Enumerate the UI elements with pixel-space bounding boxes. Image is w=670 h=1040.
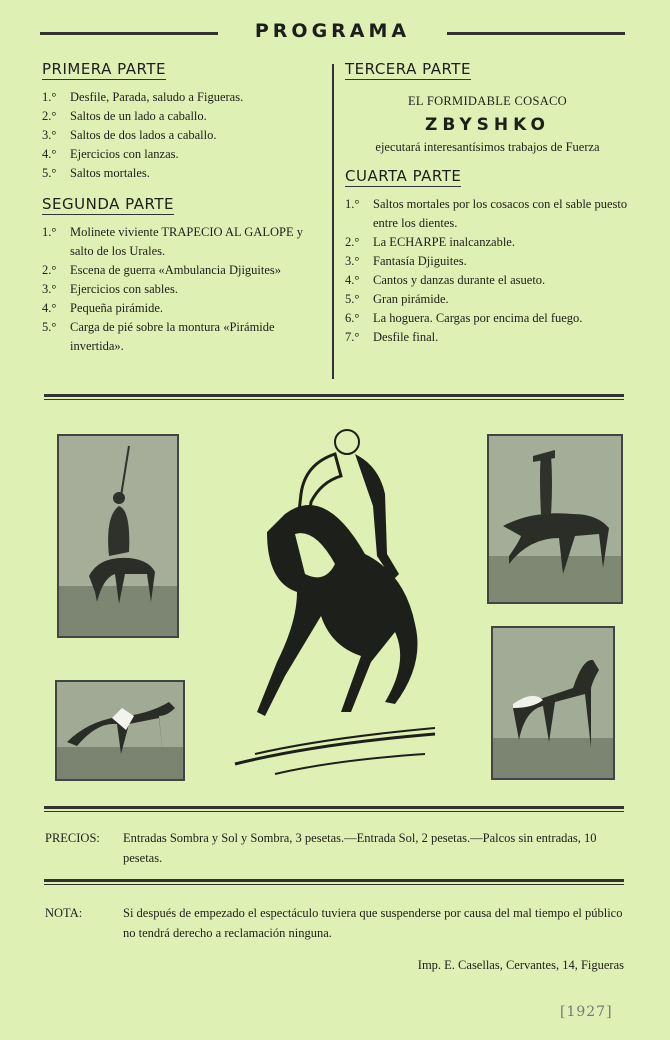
item-text: Escena de guerra «Ambulancia Djiguites» — [70, 263, 282, 277]
list-item — [42, 223, 327, 261]
list-item — [345, 290, 630, 309]
item-text: Ejercicios con sables. — [70, 282, 178, 296]
item-number: 5.° — [345, 292, 360, 306]
segunda-list — [42, 223, 327, 356]
item-number: 2.° — [345, 235, 360, 249]
archive-date-mark: [1927] — [560, 1004, 613, 1020]
header-rule-right — [447, 32, 625, 35]
section-heading-primera: PRIMERA PARTE — [42, 60, 166, 78]
section-heading-tercera: TERCERA PARTE — [345, 60, 471, 78]
item-text: Saltos de dos lados a caballo. — [70, 128, 217, 142]
list-item — [42, 145, 327, 164]
nota-text: Si después de empezado el espectáculo tuviera que suspenderse por causa del mal tiempo el público no tendrá derecho a reclamación ninguna. — [123, 906, 623, 940]
section-heading-segunda: SEGUNDA PARTE — [42, 195, 174, 213]
list-item — [42, 318, 327, 356]
item-text: La ECHARPE inalcanzable. — [373, 235, 515, 249]
item-number: 1.° — [42, 90, 57, 104]
list-item — [42, 299, 327, 318]
item-number: 4.° — [42, 147, 57, 161]
item-text: Carga de pié sobre la montura «Pirámide invertida». — [70, 320, 275, 353]
item-number: 5.° — [42, 320, 57, 334]
photo-rider-headstand — [487, 434, 623, 604]
page-title: PROGRAMA — [254, 20, 411, 42]
precios-text: Entradas Sombra y Sol y Sombra, 3 pesetas.—Entrada Sol, 2 pesetas.—Palcos sin entradas, 10 pesetas. — [123, 831, 597, 865]
item-text: Saltos mortales por los cosacos con el sable puesto entre los dientes. — [373, 197, 628, 230]
item-number: 2.° — [42, 263, 57, 277]
performer-name: ZBYSHKO — [425, 115, 550, 135]
item-text: Desfile final. — [373, 330, 439, 344]
item-text: Fantasía Djiguites. — [373, 254, 467, 268]
primera-list — [42, 88, 327, 183]
list-item — [345, 309, 630, 328]
list-item — [42, 88, 327, 107]
item-text: Gran pirámide. — [373, 292, 449, 306]
item-text: Desfile, Parada, saludo a Figueras. — [70, 90, 244, 104]
item-text: Saltos de un lado a caballo. — [70, 109, 207, 123]
item-number: 4.° — [345, 273, 360, 287]
list-item — [42, 107, 327, 126]
printer-imprint: Imp. E. Casellas, Cervantes, 14, Figueras — [417, 958, 624, 972]
item-number: 6.° — [345, 311, 360, 325]
precios-label: PRECIOS: — [45, 831, 100, 845]
item-number: 5.° — [42, 166, 57, 180]
left-column — [42, 60, 327, 356]
photo-rider-with-lance — [57, 434, 179, 638]
list-item — [345, 252, 630, 271]
item-number: 3.° — [42, 128, 57, 142]
list-item — [345, 233, 630, 252]
item-number: 1.° — [345, 197, 360, 211]
item-number: 1.° — [42, 225, 57, 239]
list-item — [345, 328, 630, 347]
item-number: 7.° — [345, 330, 360, 344]
list-item — [42, 261, 327, 280]
nota-block — [45, 903, 625, 943]
nota-label: NOTA: — [45, 906, 83, 920]
item-text: Saltos mortales. — [70, 166, 150, 180]
photo-rider-hanging — [55, 680, 185, 781]
tercera-line1: EL FORMIDABLE COSACO — [407, 94, 568, 108]
item-text: Cantos y danzas durante el asueto. — [373, 273, 546, 287]
section-heading-cuarta: CUARTA PARTE — [345, 167, 462, 185]
column-divider — [332, 64, 334, 379]
list-item — [345, 271, 630, 290]
item-text: La hoguera. Cargas por encima del fuego. — [373, 311, 583, 325]
divider-rule — [44, 394, 624, 397]
divider-rule — [44, 879, 624, 882]
list-item — [345, 195, 630, 233]
item-text: Molinete viviente TRAPECIO AL GALOPE y salto de los Urales. — [70, 225, 303, 258]
divider-rule — [44, 806, 624, 809]
tercera-line3: ejecutará interesantísimos trabajos de Fuerza — [375, 140, 600, 154]
tercera-content — [345, 94, 630, 155]
item-number: 2.° — [42, 109, 57, 123]
right-column — [345, 60, 630, 347]
item-number: 3.° — [42, 282, 57, 296]
list-item — [42, 280, 327, 299]
list-item — [42, 126, 327, 145]
center-illustration-horse-rider — [225, 424, 440, 784]
item-number: 4.° — [42, 301, 57, 315]
item-text: Pequeña pirámide. — [70, 301, 164, 315]
header — [40, 20, 625, 46]
item-text: Ejercicios con lanzas. — [70, 147, 179, 161]
photo-rider-leaning — [491, 626, 615, 780]
precios-block — [45, 828, 625, 868]
item-number: 3.° — [345, 254, 360, 268]
list-item — [42, 164, 327, 183]
cuarta-list — [345, 195, 630, 347]
